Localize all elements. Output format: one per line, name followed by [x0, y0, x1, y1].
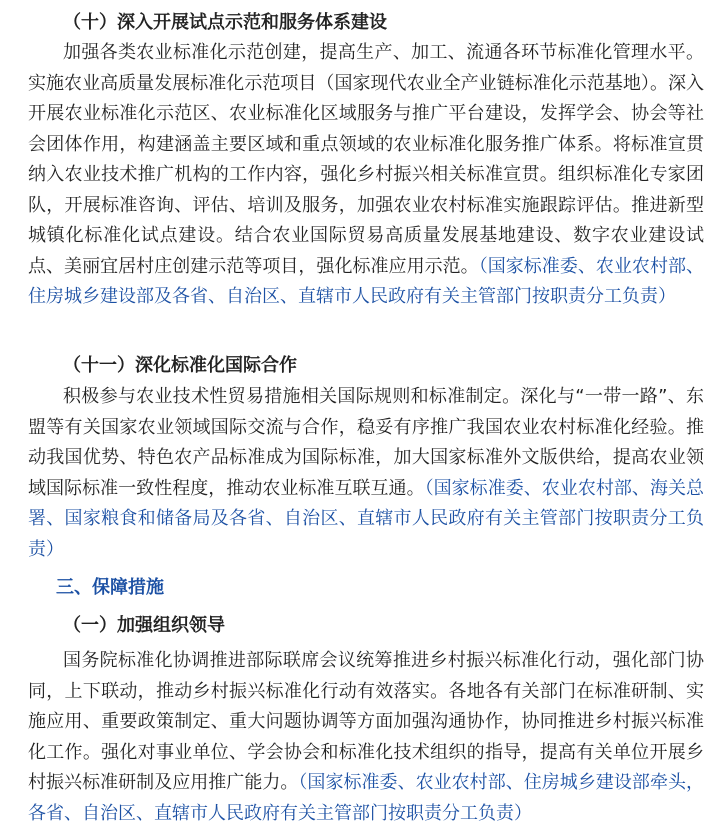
- section-body-10: [28, 38, 704, 313]
- section-heading-10: （十）深入开展试点示范和服务体系建设: [63, 12, 387, 33]
- responsibility-note: （国家标准委、农业农村部、海关总署、国家粮食和储备局及各省、自治区、直辖市人民政府有关主管部门按职责分工负责）: [28, 477, 704, 560]
- responsibility-note: （国家标准委、农业农村部、住房城乡建设部牵头，各省、自治区、直辖市人民政府有关主管部门按职责分工负责）: [28, 772, 704, 824]
- body-text: 加强各类农业标准化示范创建，提高生产、加工、流通各环节标准化管理水平。实施农业高质量发展标准化示范项目（国家现代农业全产业链标准化示范基地）。深入开展农业标准化示范区、农业标准化区域服务与推广平台建设，发挥学会、协会等社会团体作用，构建涵盖主要区域和重点领域的农业标准化服务推广体系。将标准宣贯纳入农业技术推广机构的工作内容，强化乡村振兴相关标准宣贯。组织标准化专家团队，开展标准咨询、评估、培训及服务，加强农业农村标准实施跟踪评估。推进新型城镇化标准化试点建设。结合农业国际贸易高质量发展基地建设、数字农业建设试点、美丽宜居村庄创建示范等项目，强化标准应用示范。: [28, 42, 704, 277]
- subsection-body-1: [28, 646, 704, 829]
- body-text: 积极参与农业技术性贸易措施相关国际规则和标准制定。深化与“一带一路”、东盟等有关国家农业领域国际交流与合作，稳妥有序推广我国农业农村标准化经验。推动我国优势、特色农产品标准成为国际标准，加大国家标准外文版供给，提高农业领域国际标准一致性程度，推动农业标准互联互通。: [28, 386, 704, 499]
- subsection-heading-1: （一）加强组织领导: [63, 615, 225, 636]
- body-text: 国务院标准化协调推进部际联席会议统筹推进乡村振兴标准化行动，强化部门协同，上下联动，推动乡村振兴标准化行动有效落实。各地各有关部门在标准研制、实施应用、重要政策制定、重大问题协调等方面加强沟通协作，协同推进乡村振兴标准化工作。强化对事业单位、学会协会和标准化技术组织的指导，提高有关单位开展乡村振兴标准研制及应用推广能力。: [28, 650, 704, 793]
- part-title: 三、保障措施: [56, 577, 164, 598]
- section-body-11: [28, 382, 704, 565]
- section-heading-11: （十一）深化标准化国际合作: [63, 355, 297, 376]
- responsibility-note: （国家标准委、农业农村部、住房城乡建设部及各省、自治区、直辖市人民政府有关主管部门按职责分工负责）: [28, 255, 705, 307]
